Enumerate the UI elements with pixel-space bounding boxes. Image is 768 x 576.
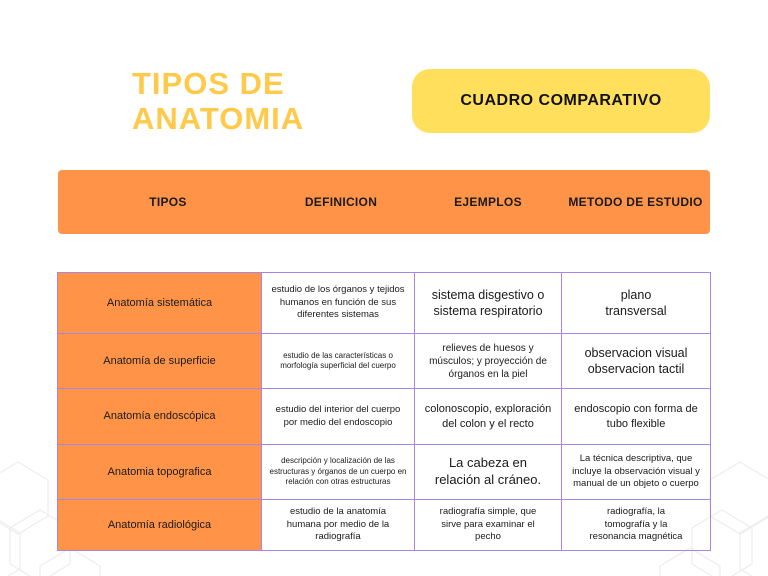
cell-tipo: Anatomía de superficie: [58, 334, 262, 389]
cell-tipo: Anatomía radiológica: [58, 500, 262, 551]
cell-ejemplos: relieves de huesos y músculos; y proyección de órganos en la piel: [415, 334, 562, 389]
cell-tipo: Anatomía sistemática: [58, 273, 262, 334]
cell-definicion: estudio de las características o morfología superficial del cuerpo: [262, 334, 415, 389]
table-row: [58, 445, 711, 500]
cell-metodo: observacion visual observacion tactil: [562, 334, 711, 389]
cell-metodo: plano transversal: [562, 273, 711, 334]
badge-label: CUADRO COMPARATIVO: [460, 92, 662, 109]
cell-definicion: estudio de los órganos y tejidos humanos en función de sus diferentes sistemas: [262, 273, 415, 334]
cell-tipo: Anatomia topografica: [58, 445, 262, 500]
title-line-1: TIPOS DE: [132, 66, 285, 101]
cell-metodo: La técnica descriptiva, que incluye la observación visual y manual de un objeto o cuerpo: [562, 445, 711, 500]
table-row: [58, 334, 711, 389]
header-ejemplos: EJEMPLOS: [454, 195, 522, 209]
cell-definicion: descripción y localización de las estructuras y órganos de un cuerpo en relación con otras estructuras: [262, 445, 415, 500]
title-line-2: ANATOMIA: [132, 101, 305, 136]
cell-metodo: endoscopio con forma de tubo flexible: [562, 389, 711, 445]
cell-ejemplos: La cabeza en relación al cráneo.: [415, 445, 562, 500]
table-header-bar: [58, 170, 710, 234]
header-tipos: TIPOS: [149, 195, 187, 209]
cell-definicion: estudio de la anatomía humana por medio de la radiografía: [262, 500, 415, 551]
header-definicion: DEFINICION: [304, 195, 378, 209]
cuadro-comparativo-badge: [412, 69, 710, 133]
cell-tipo: Anatomía endoscópica: [58, 389, 262, 445]
cell-ejemplos: colonoscopio, exploración del colon y el recto: [415, 389, 562, 445]
cell-ejemplos: sistema disgestivo o sistema respiratorio: [415, 273, 562, 334]
cell-ejemplos: radiografía simple, que sirve para examinar el pecho: [415, 500, 562, 551]
table-row: [58, 500, 711, 551]
header-metodo: METODO DE ESTUDIO: [568, 195, 703, 209]
cell-metodo: radiografía, la tomografía y la resonancia magnética: [562, 500, 711, 551]
page-title: [132, 66, 304, 136]
comparison-table: [57, 272, 711, 551]
table-row: [58, 389, 711, 445]
table-row: [58, 273, 711, 334]
cell-definicion: estudio del interior del cuerpo por medio del endoscopio: [262, 389, 415, 445]
